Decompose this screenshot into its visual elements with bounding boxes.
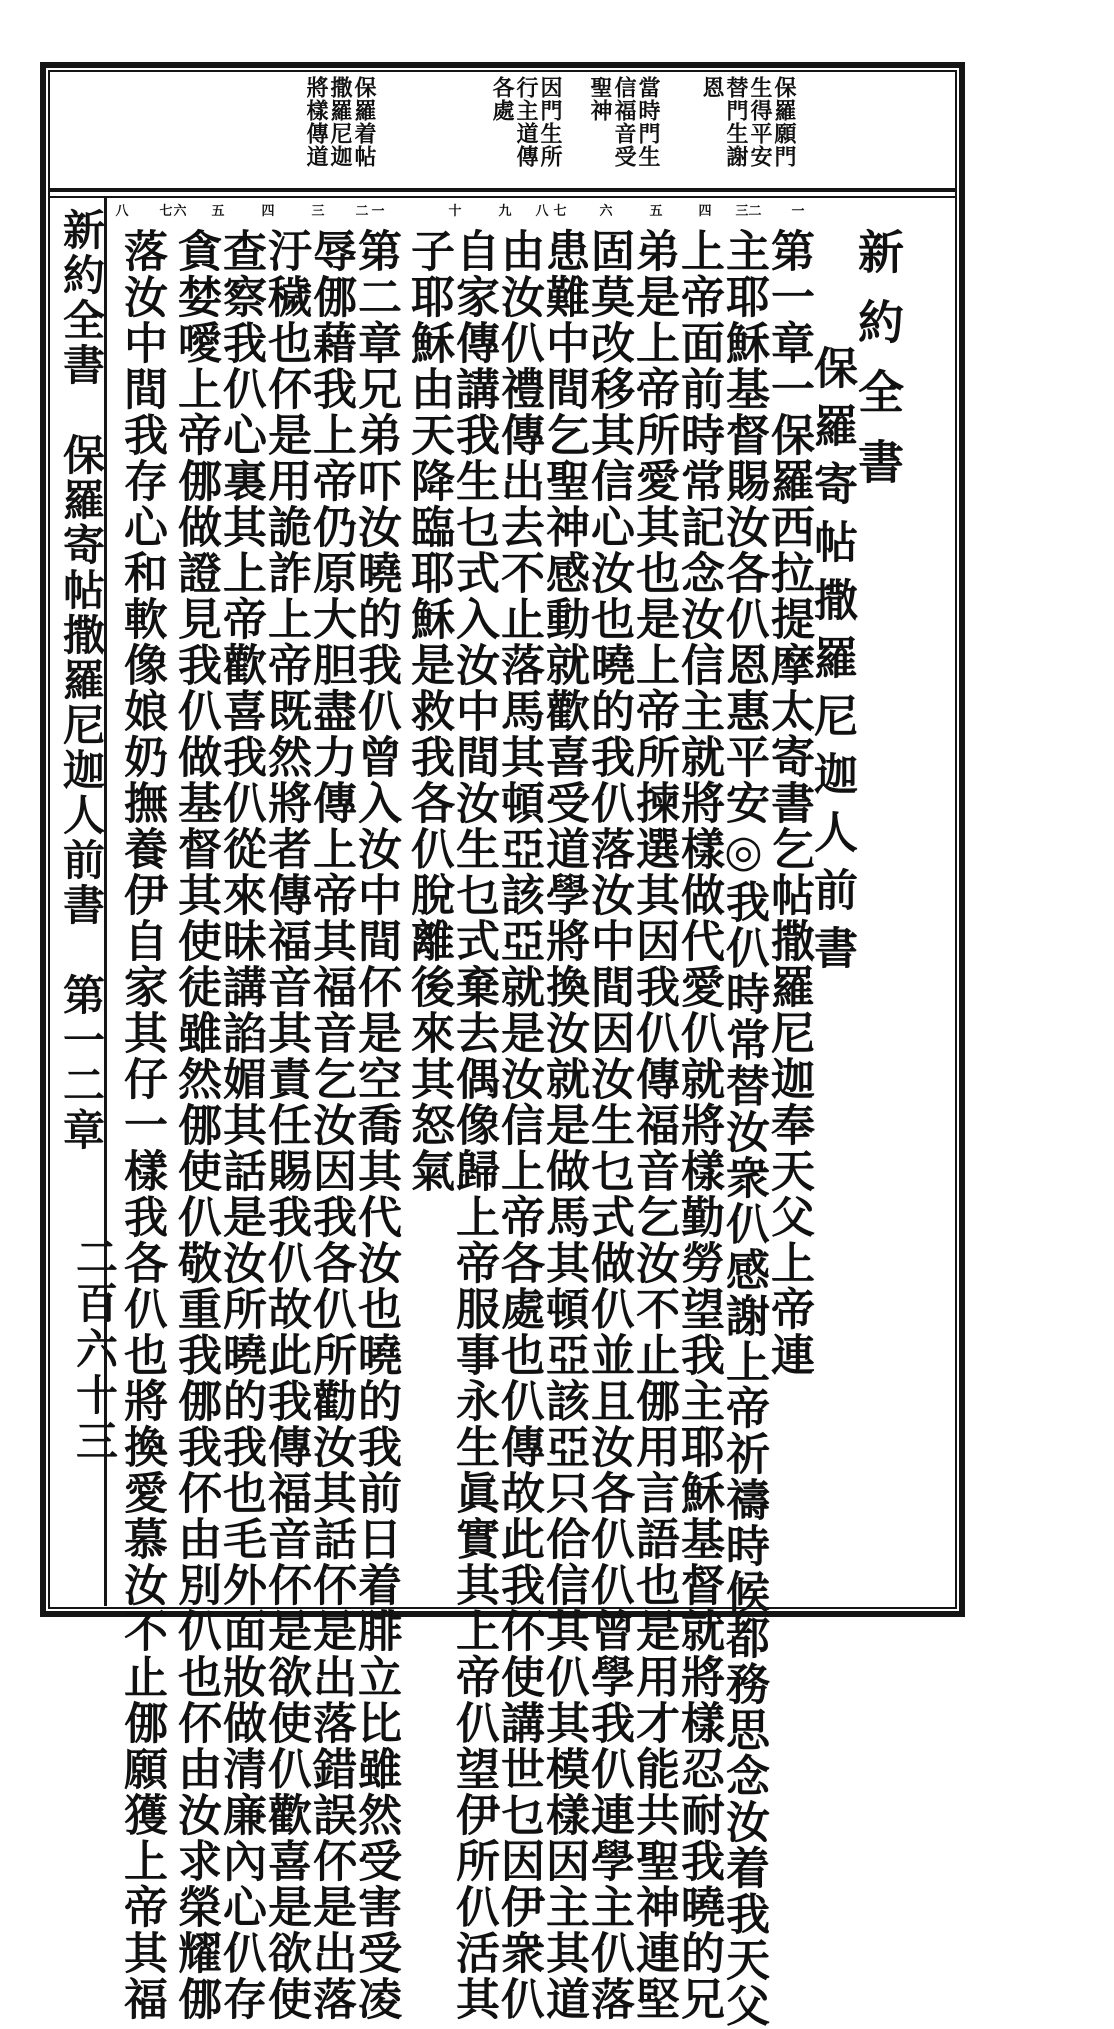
header-summary-group-3 [490, 76, 562, 168]
verse-number: 一 [791, 204, 805, 219]
body-column: 上帝面前時常記念汝信主就將樣做代愛仈就將樣勤勞望我主耶穌基督就將樣忍耐我曉的兄 [673, 228, 724, 2022]
header-line: 行主道傳 [513, 76, 539, 168]
body-column: 固莫改移其信心汝也曉的我仈落汝中間因汝生乜式做仈並且汝各仈仈曾學我仈連學主仈落 [583, 228, 634, 2022]
header-line: 保羅願門 [771, 76, 797, 168]
header-line: 撒羅尼迦 [327, 76, 353, 168]
body-column: 子耶穌由天降臨耶穌是救我各仈脫離後來其怒氣 [403, 228, 454, 1194]
verse-number: 七 [159, 204, 173, 219]
body-column: 第二章兄弟吓汝曉的我仈曾入汝中間伓是空喬其代汝也曉的我前日着腓立比雖然受害受凌 [350, 228, 401, 2022]
header-divider-thin [48, 196, 957, 198]
verse-number: 五 [211, 204, 225, 219]
body-column: 第一章一保羅西拉提摩太寄書乞帖撒羅尼迦奉天父上帝連 [763, 228, 814, 1378]
verse-number: 六 [599, 204, 613, 219]
body-column: 落汝中間我存心和軟像娘奶撫養伊自家其仔一樣我各仈也將換愛慕汝不止㑚願獲上帝其福 [116, 228, 167, 2022]
verse-number: 三 [311, 204, 325, 219]
body-column: 弟是上帝所愛其也是上帝所揀選其因我仈傳福音乞汝不止㑚用言語也是用才能共聖神連堅 [628, 228, 679, 2022]
verse-number: 五 [649, 204, 663, 219]
verse-number: 九 [498, 204, 512, 219]
header-divider [48, 188, 957, 192]
verse-number: 一 [371, 204, 385, 219]
book-title: 新約全書 [851, 228, 905, 508]
header-summary-group-1 [700, 76, 796, 168]
header-summary-group-2 [588, 76, 660, 168]
header-summary-group-4 [304, 76, 376, 168]
header-line: 因門生所 [537, 76, 563, 168]
body-column: 汙穢也伓是用詭詐上帝既然將者傳福音其責任賜我仈故此我傳福音伓是欲使仈歡喜是欲使 [260, 228, 311, 2022]
running-title: 新約全書 保羅寄帖撒羅尼迦人前書 第一二章 [57, 208, 106, 1153]
body-column: 貪婪噯上帝㑚做證見我仈做基督其使徒雖然㑚使仈敬重我㑚我伓由別仈也伓由汝求榮耀㑚 [170, 228, 221, 2022]
body-column: 自家傳講我生乜式入汝中間汝生乜式棄去偶像歸上帝服事永生眞實其上帝仈望伊所仈活其 [448, 228, 499, 2022]
verse-number: 八 [115, 204, 129, 219]
verse-number: 二 [748, 204, 762, 219]
body-column: 主耶穌基督賜汝各仈恩惠平安◎我仈時常替汝衆仈感謝上帝祈禱時候都務思念汝着我天父 [718, 228, 769, 2029]
header-line: 將樣傳道 [303, 76, 329, 168]
verse-number: 六 [173, 204, 187, 219]
body-column: 辱㑚藉我上帝仍原大胆盡力傳上帝其福音乞汝因我各仈所勸汝其話伓是出落錯誤伓是出落 [305, 228, 356, 2022]
verse-number: 十 [448, 204, 462, 219]
chapter-title: 保羅寄帖撒羅尼迦人前書 [806, 345, 857, 983]
header-line: 聖神 [587, 76, 613, 122]
body-column: 患難中間乞聖神感動就歡喜受道學將換汝就是做馬其頓亞該亞只佮信其仈其模樣因主其道 [538, 228, 589, 2022]
verse-number: 四 [698, 204, 712, 219]
verse-number-row [110, 200, 830, 222]
header-line: 恩 [699, 76, 725, 99]
header-line: 替門生謝 [723, 76, 749, 168]
header-line: 生得平安 [747, 76, 773, 168]
verse-number: 四 [261, 204, 275, 219]
verse-number: 二 [355, 204, 369, 219]
header-line: 各處 [489, 76, 515, 122]
body-column: 由汝仈禮傳出去不止落馬其頓亞該亞就是汝信上帝各處也仈傳故此我伓使講世乜因伊衆仈 [493, 228, 544, 2022]
header-line: 信福音受 [611, 76, 637, 168]
verse-number: 八 [535, 204, 549, 219]
verse-number: 七 [553, 204, 567, 219]
body-column: 查察我仈心裏其上帝歡喜我仈從來昧講諂媚其話是汝所曉的我也毛外面妝做清廉內心仈存 [215, 228, 266, 2022]
verse-number: 三 [735, 204, 749, 219]
header-line: 保羅着帖 [351, 76, 377, 168]
header-line: 當時門生 [635, 76, 661, 168]
page-number: 二百六十三 [70, 1235, 119, 1465]
